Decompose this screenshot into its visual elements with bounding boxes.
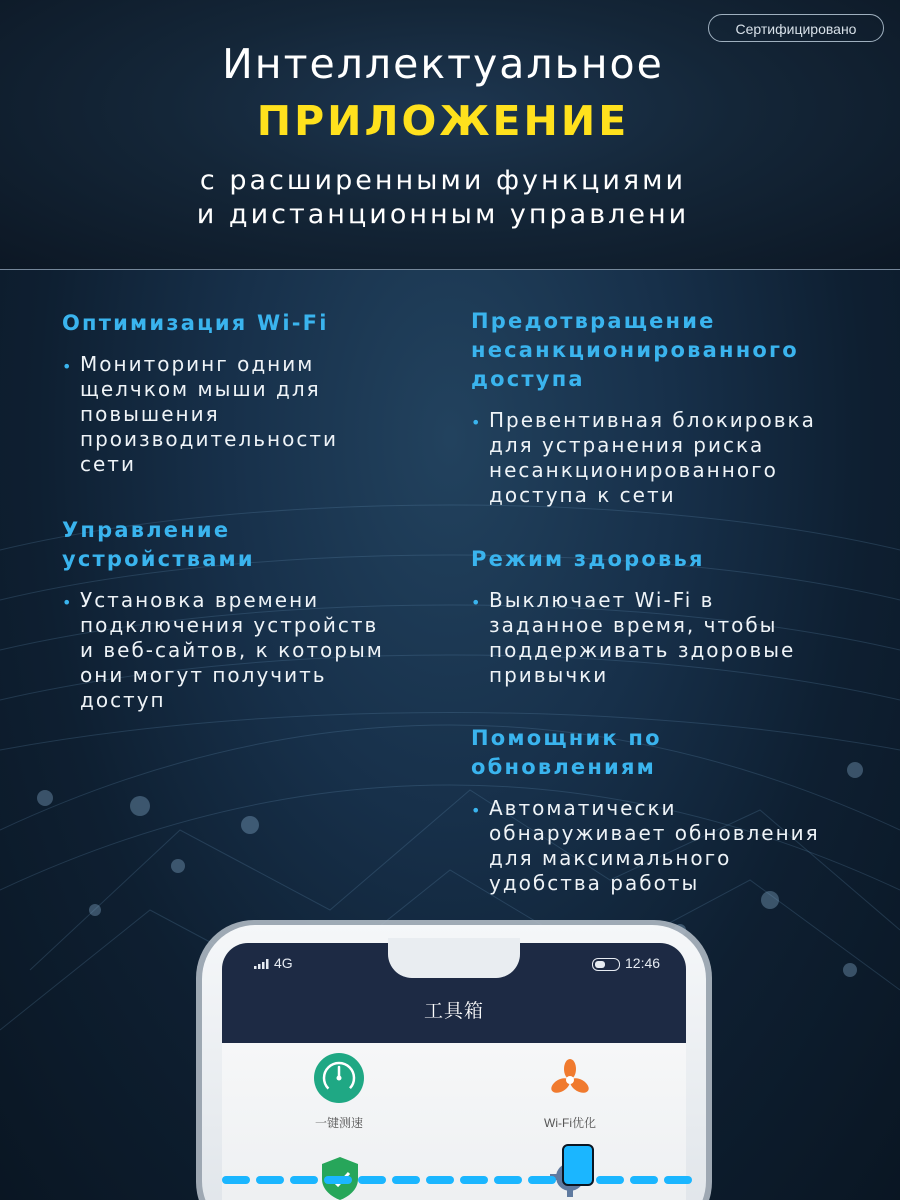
- certified-badge: Сертифицировано: [708, 14, 884, 42]
- feature-title-line: Управление: [62, 518, 231, 542]
- feature-title-line: Предотвращение: [471, 309, 716, 333]
- bullet-icon: •: [62, 593, 74, 612]
- carousel-dot[interactable]: [358, 1176, 386, 1184]
- feature-text-line: Установка времени: [80, 588, 320, 612]
- bullet-icon: •: [471, 801, 483, 820]
- app-title: 工具箱: [423, 1000, 484, 1022]
- page-title-line2: ПРИЛОЖЕНИЕ: [256, 97, 630, 145]
- carousel-dot[interactable]: [290, 1176, 318, 1184]
- carousel-dot[interactable]: [256, 1176, 284, 1184]
- carousel-dot[interactable]: [324, 1176, 352, 1184]
- feature-title-line: Помощник по: [471, 726, 662, 750]
- feature-text: [62, 588, 442, 713]
- bullet-icon: •: [471, 413, 483, 432]
- carousel-dot[interactable]: [460, 1176, 488, 1184]
- feature-wifi-optimization: [62, 309, 442, 477]
- feature-text-line: щелчком мыши для: [80, 377, 321, 401]
- feature-text-line: поддерживать здоровые: [489, 638, 796, 662]
- feature-title: [62, 309, 442, 338]
- feature-text-line: Автоматически: [489, 796, 677, 820]
- page-subtitle: [0, 164, 886, 232]
- speedometer-icon[interactable]: [314, 1053, 364, 1103]
- feature-text: [471, 408, 891, 508]
- feature-text-line: доступ: [80, 688, 166, 712]
- carousel-dot[interactable]: [426, 1176, 454, 1184]
- phone-notch: [388, 938, 520, 978]
- carousel-dot-active[interactable]: [562, 1144, 594, 1186]
- carousel-dot[interactable]: [494, 1176, 522, 1184]
- feature-health-mode: [471, 545, 891, 688]
- feature-text-line: обнаруживает обновления: [489, 821, 820, 845]
- signal-icon: [254, 959, 270, 969]
- feature-text-line: для максимального: [489, 846, 732, 870]
- feature-update-assistant: [471, 724, 891, 896]
- feature-title-line: устройствами: [62, 547, 255, 571]
- bullet-icon: •: [62, 357, 74, 376]
- feature-title: [62, 516, 442, 574]
- feature-title-line: Оптимизация Wi-Fi: [62, 311, 329, 335]
- network-label: 4G: [274, 955, 293, 971]
- tool-label-speedtest: 一键测速: [314, 1116, 363, 1130]
- feature-unauthorized-access: [471, 307, 891, 508]
- feature-title: [471, 545, 891, 574]
- feature-text: [471, 588, 891, 688]
- carousel-dot[interactable]: [222, 1176, 250, 1184]
- page-title-line1: Интеллектуальное: [222, 40, 664, 88]
- tool-label-wifi-optimize: Wi-Fi优化: [544, 1116, 596, 1130]
- feature-text-line: и веб-сайтов, к которым: [80, 638, 384, 662]
- feature-text: [62, 352, 442, 477]
- carousel-dot[interactable]: [392, 1176, 420, 1184]
- feature-title-line: несанкционированного: [471, 338, 799, 362]
- carousel-dot[interactable]: [596, 1176, 624, 1184]
- subtitle-line1: с расширенными функциями: [199, 165, 687, 196]
- carousel-dot[interactable]: [528, 1176, 556, 1184]
- feature-text: [471, 796, 891, 896]
- feature-text-line: удобства работы: [489, 871, 700, 895]
- feature-text-line: они могут получить: [80, 663, 327, 687]
- status-network: [254, 955, 293, 971]
- feature-text-line: подключения устройств: [80, 613, 379, 637]
- feature-text-line: сети: [80, 452, 136, 476]
- time-label: 12:46: [625, 955, 661, 971]
- feature-device-management: [62, 516, 442, 713]
- subtitle-line2: и дистанционным управлени: [196, 199, 690, 230]
- feature-text-line: заданное время, чтобы: [489, 613, 778, 637]
- feature-text-line: повышения: [80, 402, 220, 426]
- feature-text-line: Выключает Wi-Fi в: [489, 588, 715, 612]
- status-time: [592, 955, 660, 971]
- feature-text-line: доступа к сети: [489, 483, 676, 507]
- feature-text-line: для устранения риска: [489, 433, 765, 457]
- feature-text-line: Мониторинг одним: [80, 352, 315, 376]
- feature-title-line: Режим здоровья: [471, 547, 705, 571]
- feature-title-line: обновлениям: [471, 755, 657, 779]
- feature-text-line: Превентивная блокировка: [489, 408, 816, 432]
- feature-text-line: привычки: [489, 663, 609, 687]
- feature-text-line: производительности: [80, 427, 338, 451]
- carousel-dot[interactable]: [630, 1176, 658, 1184]
- fan-icon[interactable]: [546, 1056, 594, 1104]
- feature-title: [471, 307, 891, 394]
- feature-title-line: доступа: [471, 367, 585, 391]
- battery-icon: [592, 958, 620, 971]
- feature-text-line: несанкционированного: [489, 458, 778, 482]
- bullet-icon: •: [471, 593, 483, 612]
- carousel-dot[interactable]: [664, 1176, 692, 1184]
- feature-title: [471, 724, 891, 782]
